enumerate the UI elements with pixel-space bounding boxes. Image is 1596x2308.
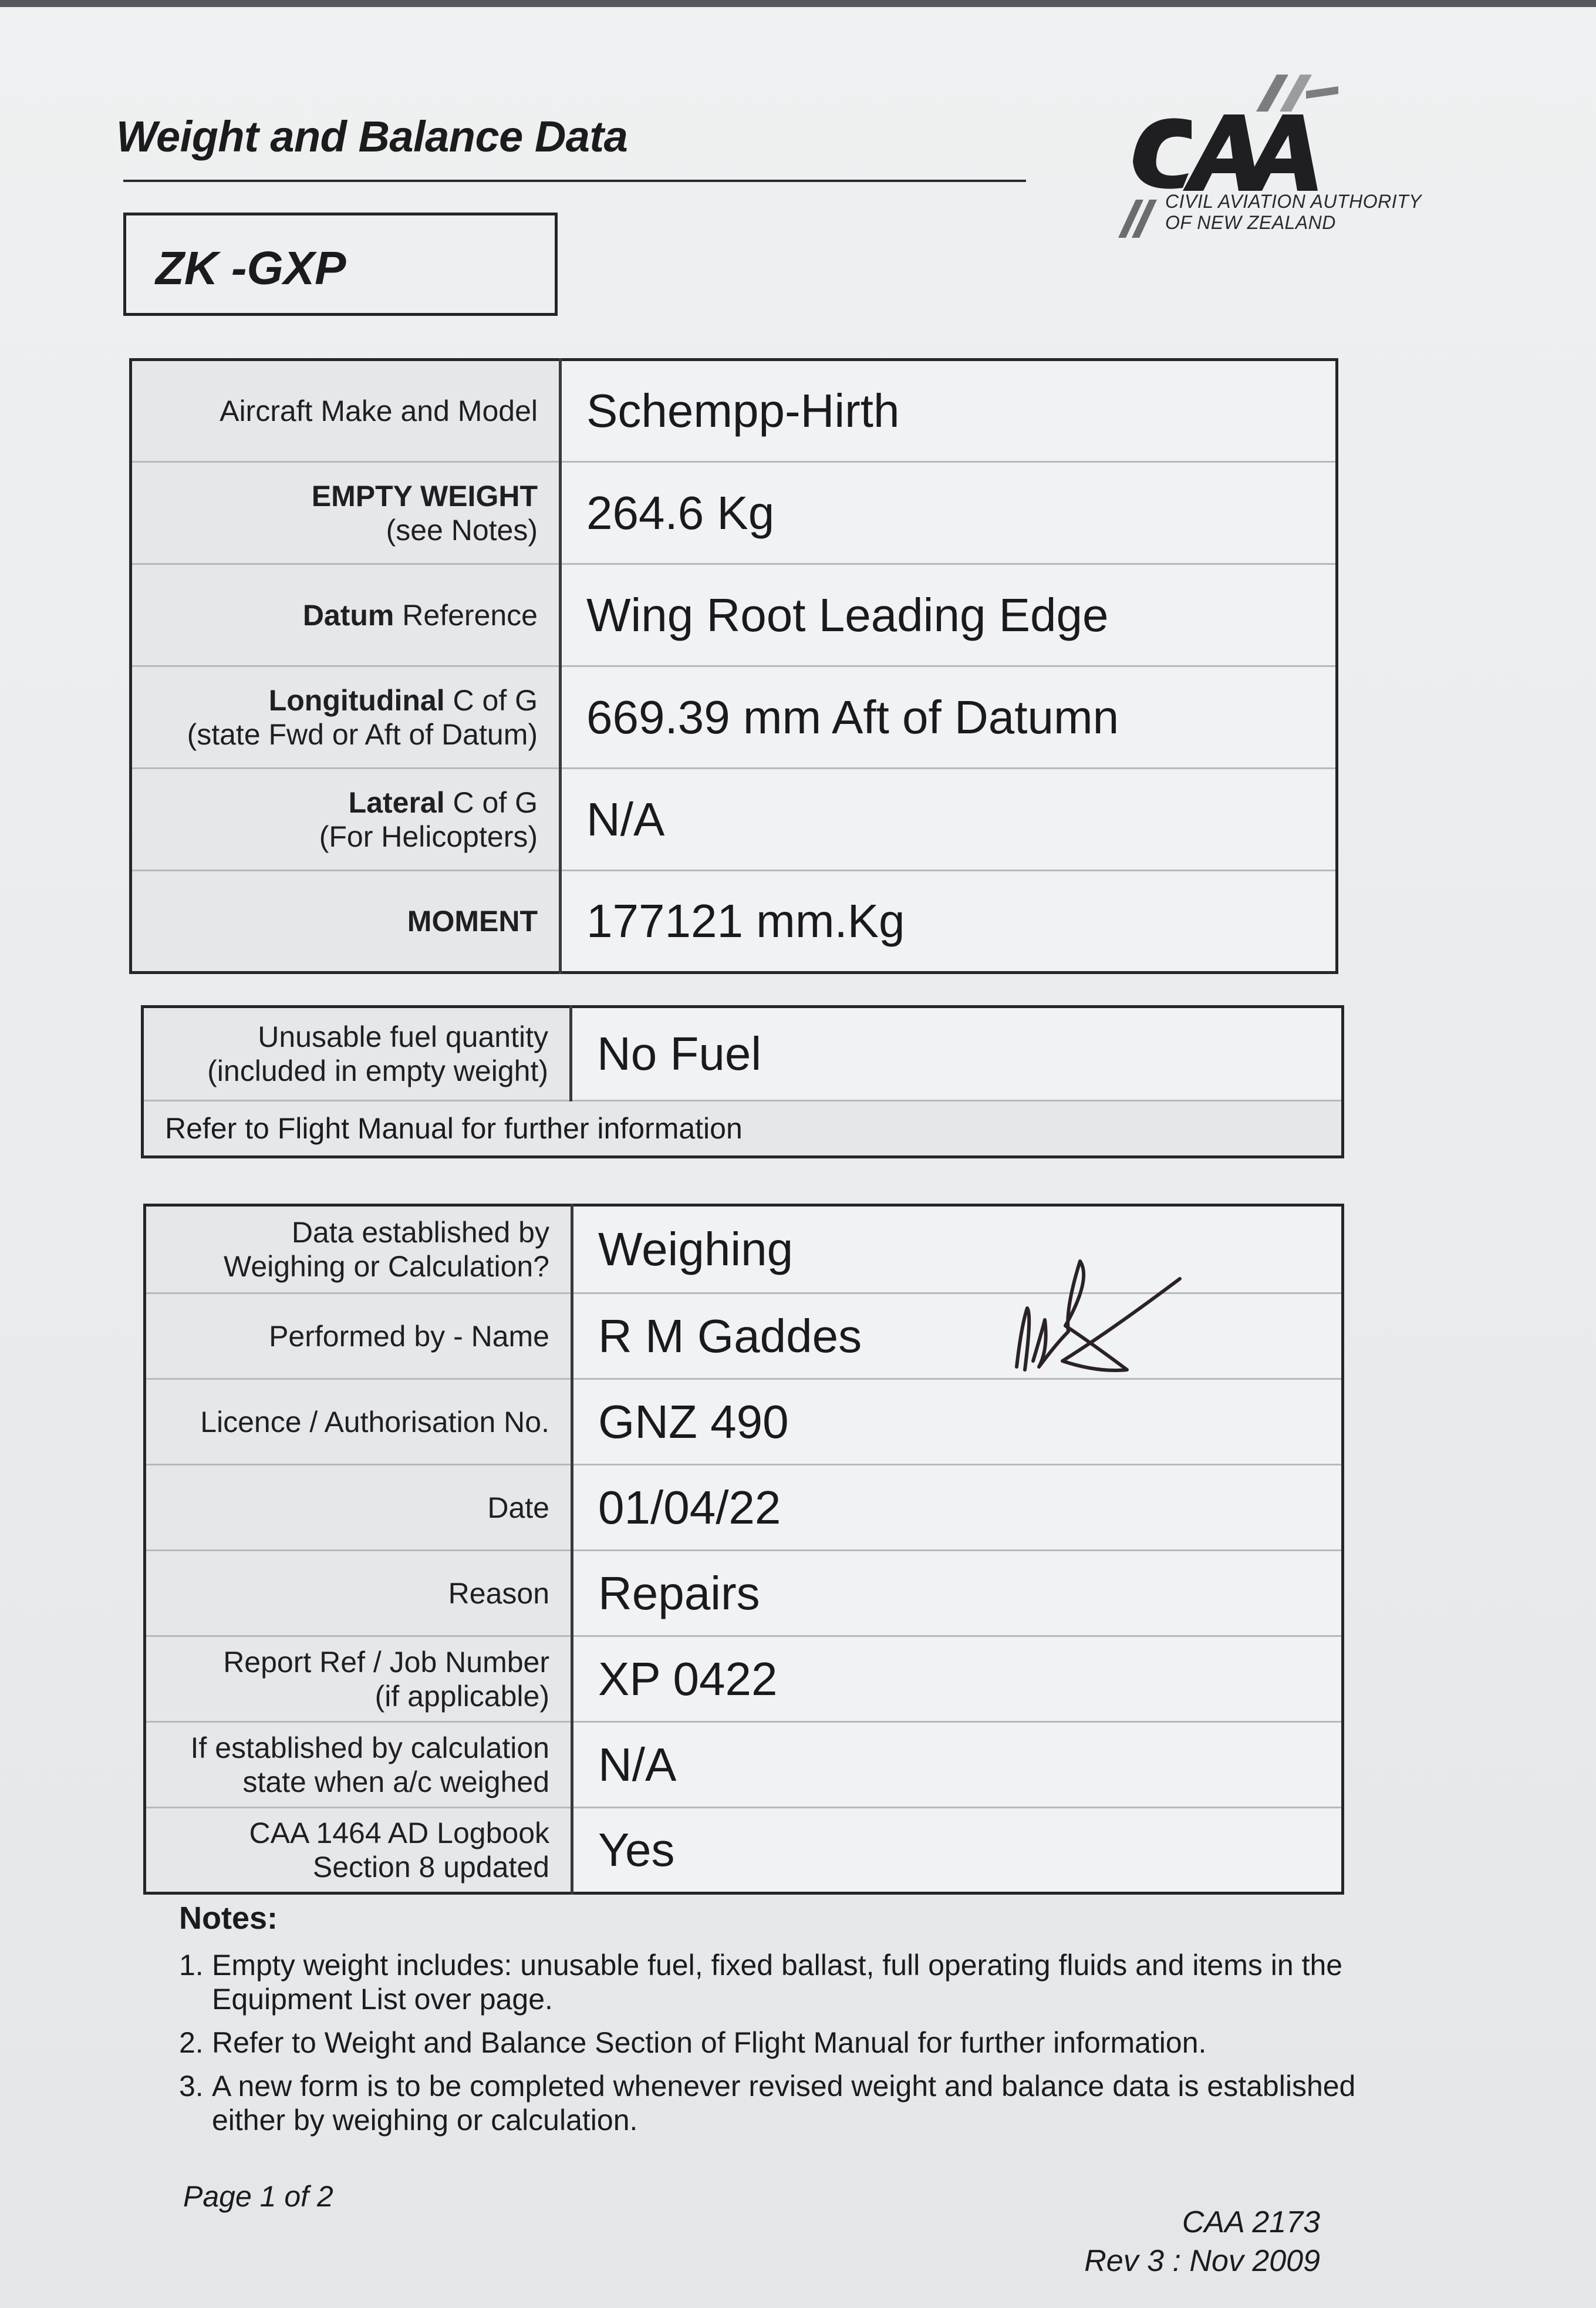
row-value: 669.39 mm Aft of Datumn (561, 666, 1337, 769)
list-item (179, 2069, 1359, 2137)
row-label (145, 1636, 572, 1722)
page-title: Weight and Balance Data (116, 112, 628, 161)
label-line1: Unusable fuel quantity (258, 1020, 548, 1053)
label-text: Reference (394, 598, 538, 632)
row-label (131, 666, 561, 769)
table-row (145, 1379, 1343, 1465)
logo-caption-line1: CIVIL AVIATION AUTHORITY (1165, 191, 1422, 212)
row-value: Wing Root Leading Edge (561, 564, 1337, 666)
label-text: Aircraft Make and Model (220, 395, 538, 427)
label-line1: Date (487, 1491, 549, 1524)
row-value: 177121 mm.Kg (561, 871, 1337, 973)
aircraft-data-table (129, 358, 1338, 974)
label-line1: Data established by (291, 1216, 549, 1249)
label-line2: (see Notes) (386, 513, 538, 547)
label-bold: EMPTY WEIGHT (311, 479, 538, 513)
table-row (143, 1101, 1343, 1157)
note-number: 3. (179, 2070, 204, 2103)
list-item (179, 1948, 1359, 2016)
row-value: N/A (572, 1722, 1343, 1808)
row-label (145, 1205, 572, 1293)
label-line2: (For Helicopters) (319, 820, 538, 853)
row-label (145, 1293, 572, 1379)
note-text: A new form is to be completed whenever revised weight and balance data is established either by weighing or calculation. (212, 2070, 1356, 2137)
label-line1: Reason (448, 1576, 549, 1610)
note-number: 2. (179, 2026, 204, 2059)
label-line2: state when a/c weighed (242, 1765, 549, 1798)
row-label (131, 360, 561, 462)
form-revision: Rev 3 : Nov 2009 (1084, 2244, 1320, 2278)
label-bold: Lateral (348, 786, 445, 819)
row-label (131, 871, 561, 973)
logo-caption (1165, 191, 1422, 233)
table-row (131, 871, 1337, 973)
table-row (145, 1808, 1343, 1893)
note-text: Empty weight includes: unusable fuel, fixed ballast, full operating fluids and items in the Equipment List over page. (212, 1949, 1343, 2016)
registration-mark: ZK -GXP (156, 242, 346, 294)
table-row (131, 360, 1337, 462)
row-value: Schempp-Hirth (561, 360, 1337, 462)
note-text: Refer to Weight and Balance Section of Flight Manual for further information. (212, 2026, 1207, 2059)
row-value: Yes (572, 1808, 1343, 1893)
row-value: 01/04/22 (572, 1465, 1343, 1551)
label-line2: Section 8 updated (312, 1851, 549, 1884)
row-value: No Fuel (571, 1007, 1343, 1101)
row-value: Repairs (572, 1551, 1343, 1636)
row-value: GNZ 490 (572, 1379, 1343, 1465)
notes-heading: Notes: (179, 1901, 278, 1936)
row-label (131, 462, 561, 564)
label-line2: Weighing or Calculation? (224, 1250, 549, 1283)
row-value: N/A (561, 769, 1337, 871)
list-item (179, 2026, 1359, 2060)
table-row (143, 1007, 1343, 1101)
row-label (131, 769, 561, 871)
table-row (131, 564, 1337, 666)
row-label (143, 1007, 571, 1101)
label-line2: (included in empty weight) (207, 1054, 548, 1087)
label-line2: (if applicable) (374, 1679, 549, 1713)
row-label (145, 1722, 572, 1808)
label-line1: Report Ref / Job Number (223, 1645, 549, 1679)
label-line1: If established by calculation (190, 1731, 549, 1764)
top-edge-bar (0, 0, 1596, 7)
row-label (131, 564, 561, 666)
title-underline (123, 180, 1026, 182)
row-value: R M Gaddes (572, 1293, 1343, 1379)
logo-caption-line2: OF NEW ZEALAND (1165, 212, 1336, 233)
table-row (145, 1722, 1343, 1808)
row-label (145, 1808, 572, 1893)
table-row (131, 462, 1337, 564)
form-reference (1084, 2203, 1320, 2280)
label-bold: Longitudinal (268, 683, 445, 717)
fuel-table (141, 1005, 1344, 1158)
row-label (145, 1551, 572, 1636)
label-line1: Licence / Authorisation No. (200, 1405, 549, 1438)
label-text: C of G (444, 786, 538, 819)
handwritten-signature (1010, 1244, 1186, 1384)
notes-list (179, 1948, 1359, 2147)
label-line2: (state Fwd or Aft of Datum) (187, 717, 538, 751)
label-line1: Performed by - Name (269, 1319, 549, 1353)
row-value: Weighing (572, 1205, 1343, 1293)
row-value: 264.6 Kg (561, 462, 1337, 564)
table-row (145, 1465, 1343, 1551)
table-row (131, 666, 1337, 769)
label-bold: Datum (302, 598, 394, 632)
table-row (145, 1551, 1343, 1636)
fuel-note: Refer to Flight Manual for further information (143, 1101, 1343, 1157)
row-value: XP 0422 (572, 1636, 1343, 1722)
label-bold: MOMENT (407, 905, 538, 938)
label-line1: CAA 1464 AD Logbook (249, 1817, 549, 1849)
label-text: C of G (444, 683, 538, 717)
row-label (145, 1379, 572, 1465)
table-row (145, 1636, 1343, 1722)
registration-box (123, 213, 558, 316)
note-number: 1. (179, 1949, 204, 1982)
page-number: Page 1 of 2 (183, 2180, 333, 2213)
row-label (145, 1465, 572, 1551)
form-number: CAA 2173 (1182, 2205, 1320, 2239)
table-row (131, 769, 1337, 871)
